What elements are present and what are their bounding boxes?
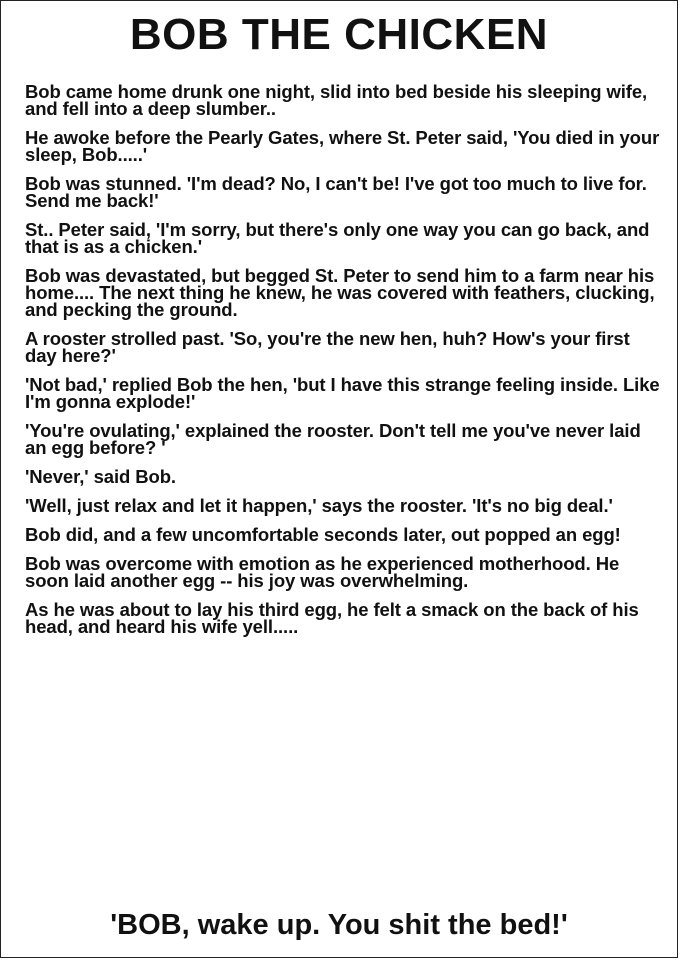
story-paragraph: 'Well, just relax and let it happen,' says the rooster. 'It's no big deal.' xyxy=(25,495,613,516)
story-paragraph: St.. Peter said, 'I'm sorry, but there's only one way you can go back, and that is as a chicken.' xyxy=(25,219,650,257)
story-paragraph: 'Never,' said Bob. xyxy=(25,466,176,487)
story-paragraph: Bob was overcome with emotion as he experienced motherhood. He soon laid another egg -- his joy was overwhelming. xyxy=(25,553,620,591)
story-paragraph: 'Not bad,' replied Bob the hen, 'but I have this strange feeling inside. Like I'm gonna explode!' xyxy=(25,374,660,412)
punchline: 'BOB, wake up. You shit the bed!' xyxy=(110,909,568,941)
story-paragraph: Bob was devastated, but begged St. Peter to send him to a farm near his home.... The next thing he knew, he was covered with feathers, clucking, and pecking the ground. xyxy=(25,265,655,320)
story-paragraph: He awoke before the Pearly Gates, where St. Peter said, 'You died in your sleep, Bob.....' xyxy=(25,127,660,165)
story-paragraph: Bob did, and a few uncomfortable seconds later, out popped an egg! xyxy=(25,524,621,545)
story-paragraph: 'You're ovulating,' explained the rooster. Don't tell me you've never laid an egg before? ' xyxy=(25,420,641,458)
story-body xyxy=(25,83,665,647)
story-paragraph: Bob was stunned. 'I'm dead? No, I can't be! I've got too much to live for. Send me back!' xyxy=(25,173,647,211)
story-paragraph: As he was about to lay his third egg, he felt a smack on the back of his head, and heard his wife yell..... xyxy=(25,599,639,637)
page-title: BOB THE CHICKEN xyxy=(129,10,549,59)
story-paragraph: A rooster strolled past. 'So, you're the new hen, huh? How's your first day here?' xyxy=(25,328,630,366)
story-paragraph: Bob came home drunk one night, slid into bed beside his sleeping wife, and fell into a deep slumber.. xyxy=(25,81,648,119)
